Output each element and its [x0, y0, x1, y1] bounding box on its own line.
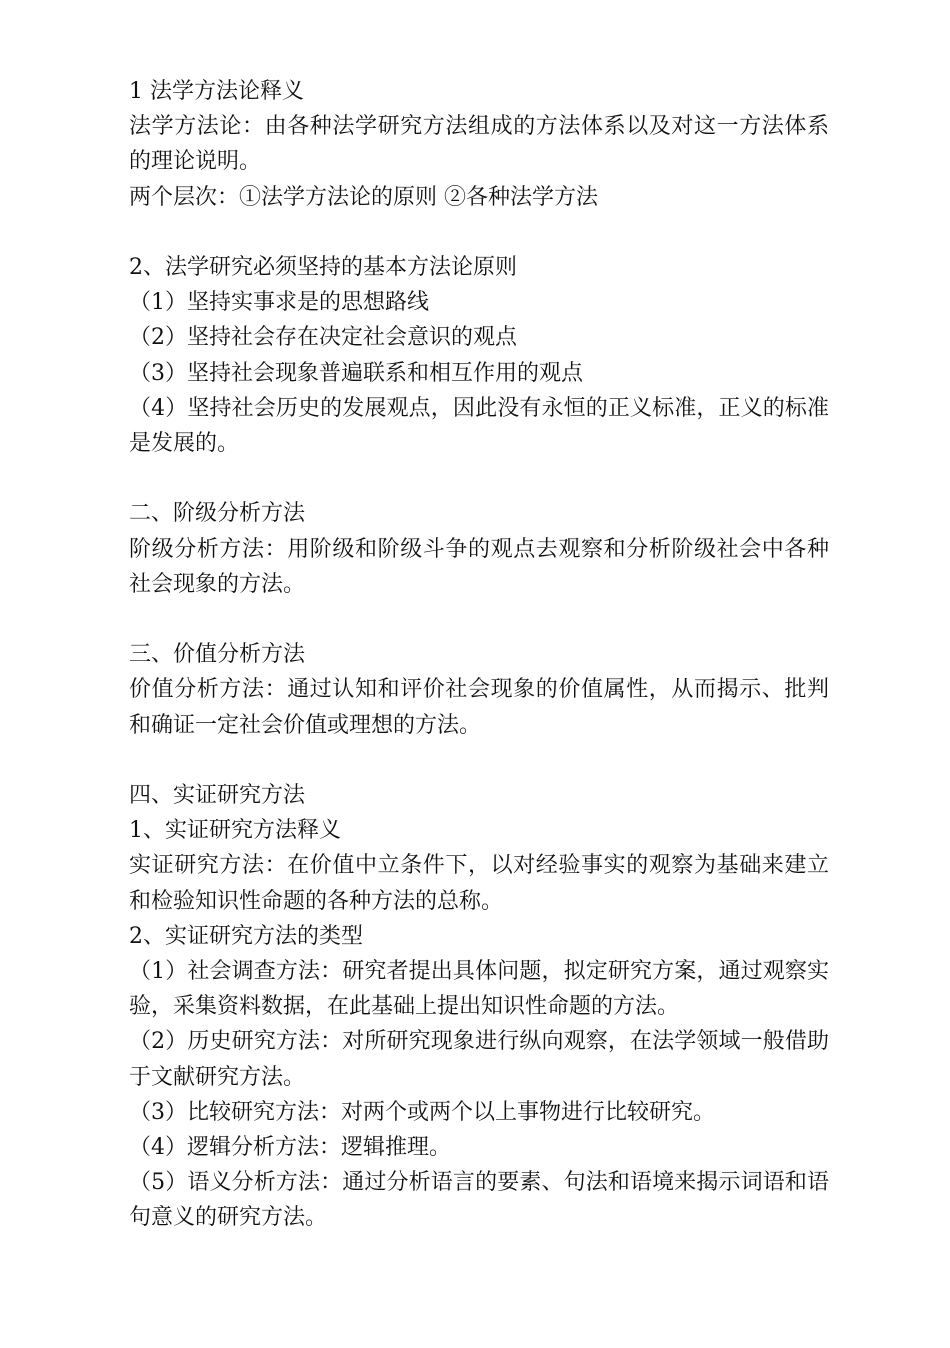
empirical-type-item: （4）逻辑分析方法：逻辑推理。 [129, 1135, 451, 1161]
empirical-type-item: （1）社会调查方法：研究者提出具体问题，拟定研究方案，通过观察实验，采集资料数据，在此基础上提出知识性命题的方法。 [129, 959, 829, 1020]
value-analysis-text: 价值分析方法：通过认知和评价社会现象的价值属性，从而揭示、批判和确证一定社会价值或理想的方法。 [129, 677, 829, 738]
empirical-subheading: 1、实证研究方法释义 [129, 818, 341, 844]
spacer [129, 743, 829, 778]
methodology-levels: 两个层次：①法学方法论的原则 ②各种法学方法 [129, 184, 598, 210]
principle-item: （3）坚持社会现象普遍联系和相互作用的观点 [129, 360, 583, 386]
empirical-types-heading: 2、实证研究方法的类型 [129, 923, 363, 949]
spacer [129, 602, 829, 637]
section-heading-principles: 2、法学研究必须坚持的基本方法论原则 [129, 255, 517, 280]
document-body [129, 74, 829, 1236]
spacer [129, 215, 829, 250]
section-heading-class-analysis: 二、阶级分析方法 [129, 501, 306, 527]
empirical-type-item: （5）语义分析方法：通过分析语言的要素、句法和语境来揭示词语和语句意义的研究方法。 [129, 1170, 829, 1231]
principle-item: （4）坚持社会历史的发展观点，因此没有永恒的正义标准，正义的标准是发展的。 [129, 395, 829, 457]
methodology-definition: 法学方法论：由各种法学研究方法组成的方法体系以及对这一方法体系的理论说明。 [129, 114, 829, 175]
empirical-definition: 实证研究方法：在价值中立条件下，以对经验事实的观察为基础来建立和检验知识性命题的各种方法的总称。 [129, 853, 829, 914]
principle-item: （1）坚持实事求是的思想路线 [129, 290, 429, 316]
section-heading-methodology: 1 法学方法论释义 [129, 79, 304, 104]
empirical-type-item: （3）比较研究方法：对两个或两个以上事物进行比较研究。 [129, 1099, 715, 1125]
principle-item: （2）坚持社会存在决定社会意识的观点 [129, 325, 517, 351]
section-heading-value-analysis: 三、价值分析方法 [129, 642, 306, 668]
class-analysis-text: 阶级分析方法：用阶级和阶级斗争的观点去观察和分析阶级社会中各种社会现象的方法。 [129, 536, 829, 597]
spacer [129, 461, 829, 496]
empirical-type-item: （2）历史研究方法：对所研究现象进行纵向观察，在法学领域一般借助于文献研究方法。 [129, 1029, 829, 1090]
section-heading-empirical: 四、实证研究方法 [129, 783, 306, 808]
